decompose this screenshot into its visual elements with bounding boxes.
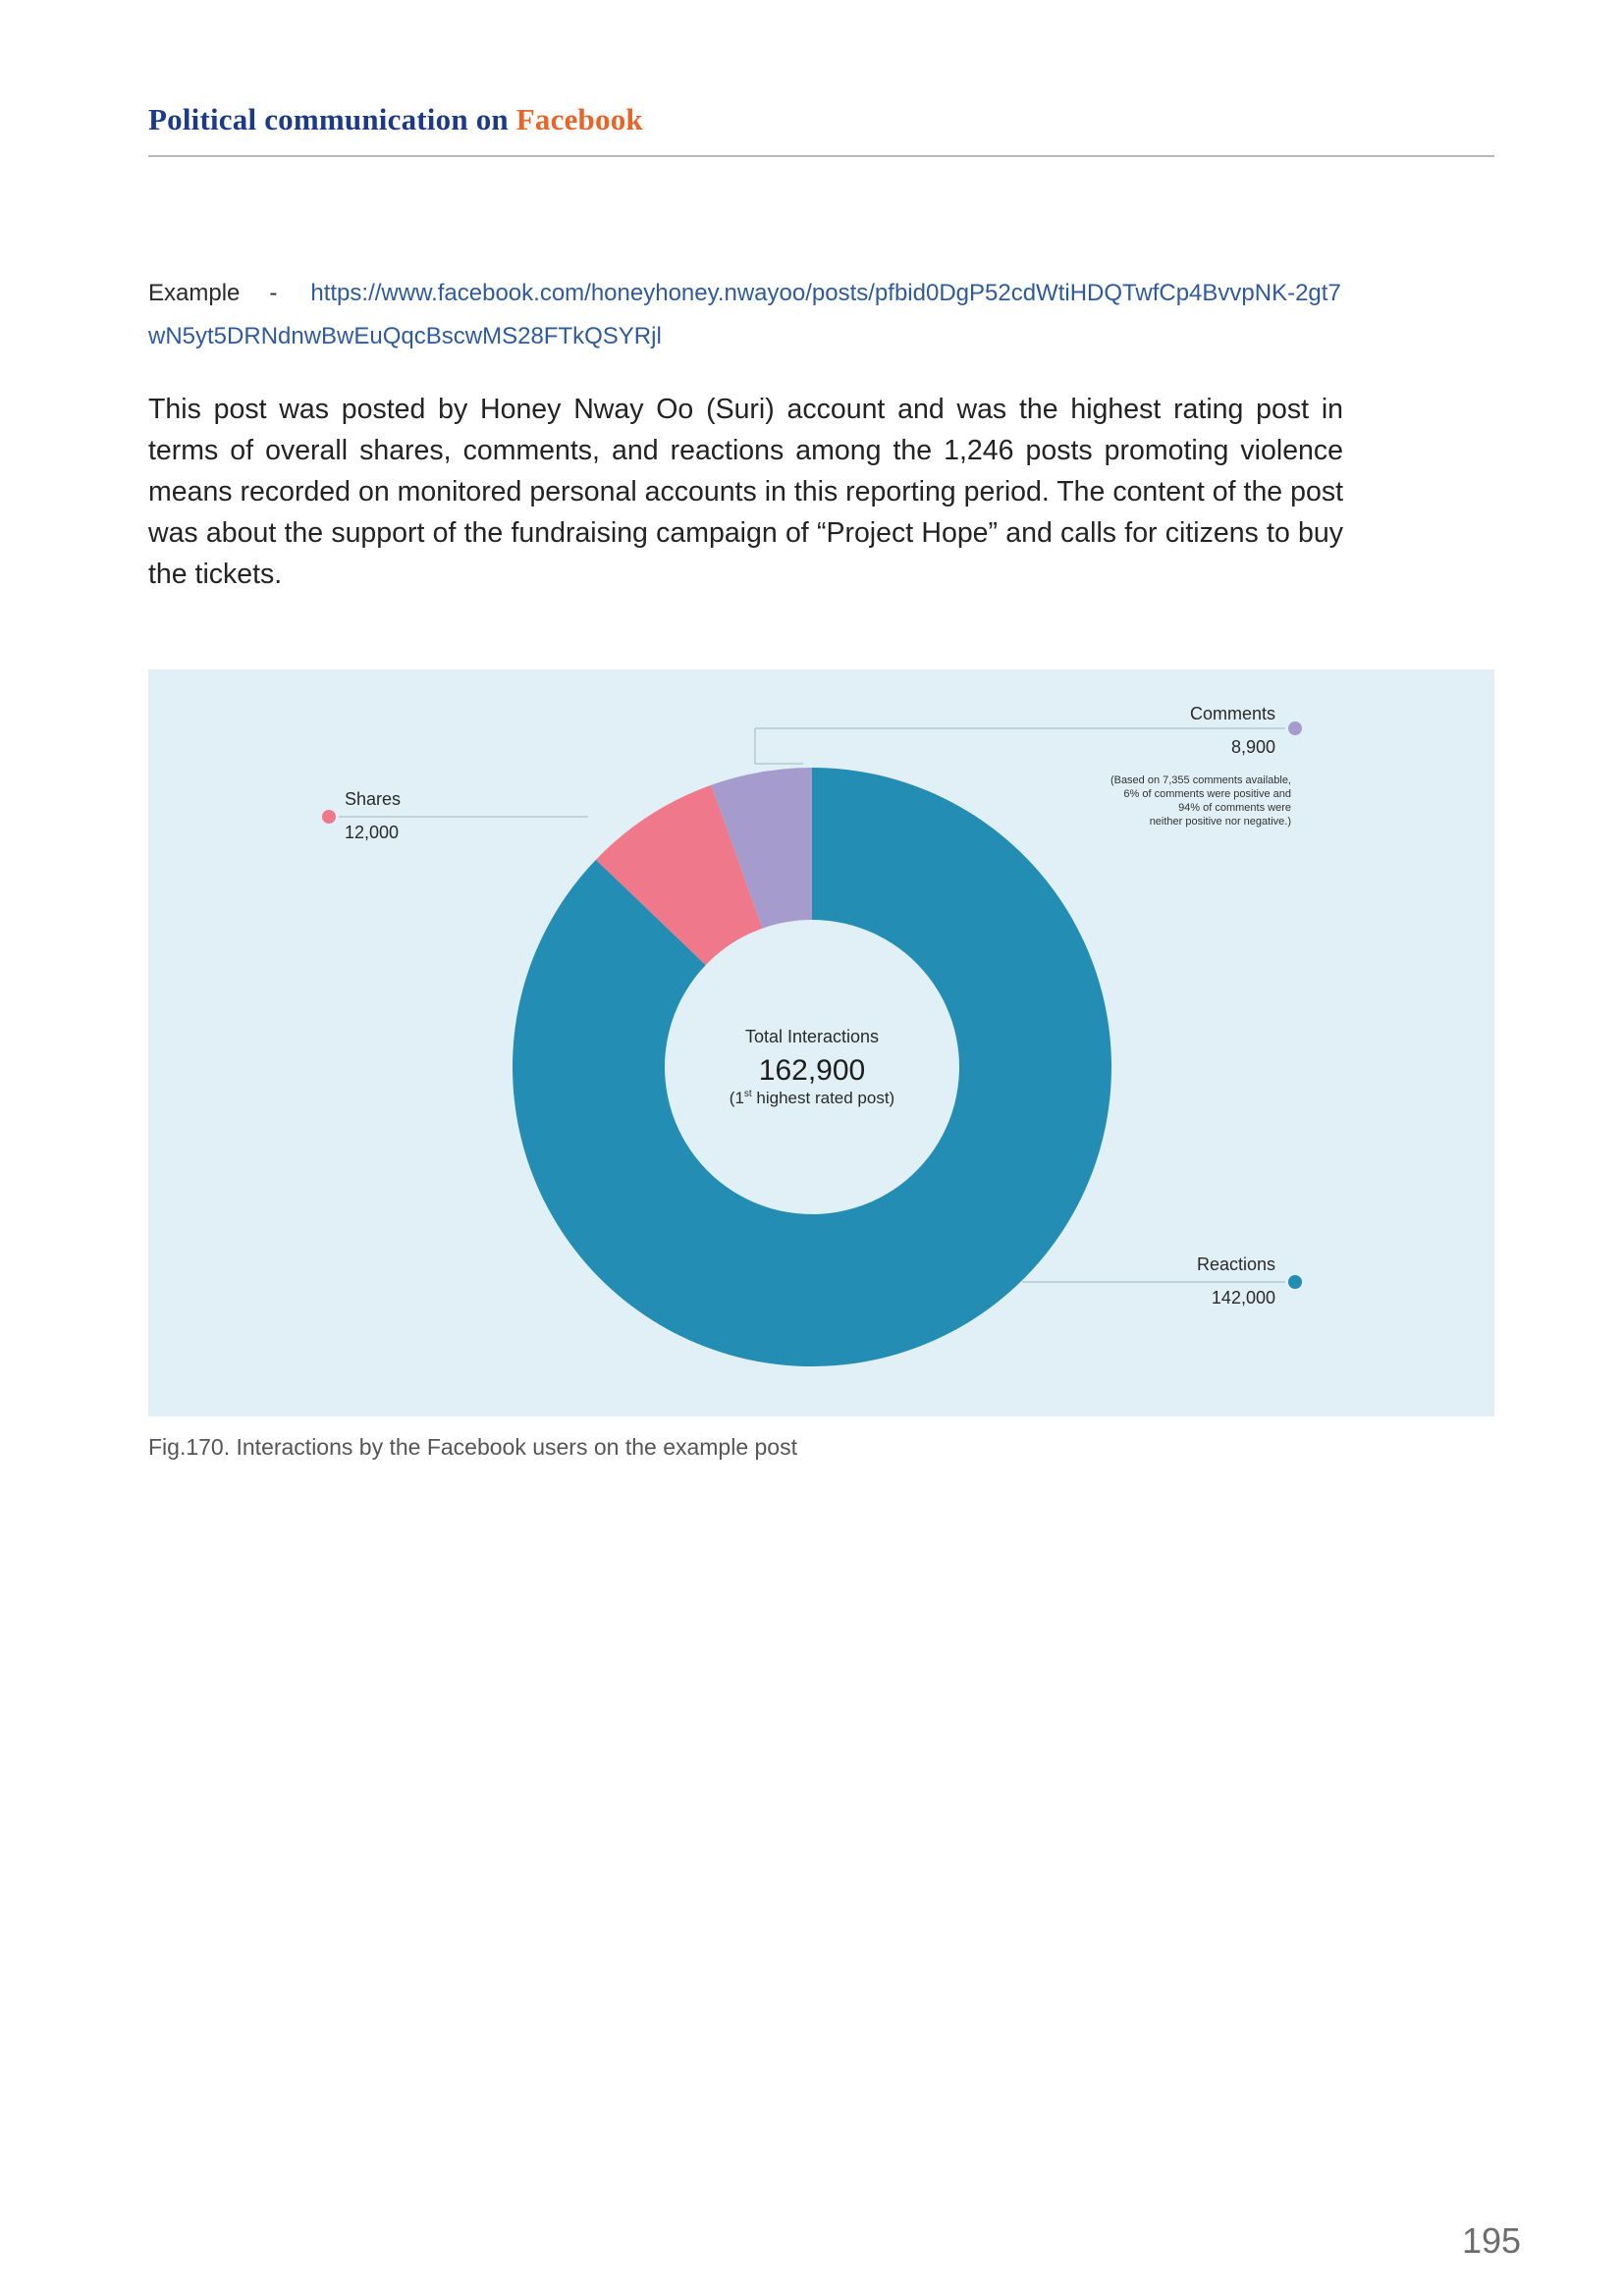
legend-dot-comments <box>1288 721 1302 735</box>
example-line <box>148 272 1346 358</box>
donut-chart <box>148 669 1494 1416</box>
legend-dot-reactions <box>1288 1275 1302 1289</box>
comments-note-line-1: (Based on 7,355 comments available, <box>1110 774 1291 786</box>
center-note-sup: st <box>743 1089 752 1099</box>
label-comments-value: 8,900 <box>1230 737 1275 757</box>
label-reactions-name: Reactions <box>1196 1255 1275 1274</box>
page-number: 195 <box>1462 2220 1522 2261</box>
center-note <box>730 1089 894 1107</box>
example-dash: - <box>269 280 278 306</box>
center-title: Total Interactions <box>744 1027 880 1046</box>
label-reactions-value: 142,000 <box>1211 1288 1275 1308</box>
center-note-suffix: highest rated post) <box>751 1089 895 1107</box>
center-value: 162,900 <box>758 1054 866 1087</box>
comments-note-line-3: 94% of comments were <box>1178 802 1291 814</box>
example-label: Example <box>148 280 241 306</box>
center-note-prefix: (1 <box>729 1089 744 1107</box>
header-title-part1: Political communication on <box>148 102 516 136</box>
header-divider <box>148 155 1494 157</box>
label-shares-name: Shares <box>345 789 402 809</box>
label-shares-value: 12,000 <box>345 823 400 842</box>
comments-note-line-2: 6% of comments were positive and <box>1123 788 1291 800</box>
label-comments-name: Comments <box>1189 704 1275 723</box>
header-title-part2: Facebook <box>515 102 643 136</box>
body-paragraph: This post was posted by Honey Nway Oo (Suri) account and was the highest rating post in terms of overall shares, comments, and reactions among the 1,246 posts promoting violence means recorded on monitored personal accounts in this reporting period. The content of the post was about the support of the fundraising campaign of “Project Hope” and calls for citizens to buy the tickets. <box>148 394 1343 590</box>
example-link[interactable]: https://www.facebook.com/honeyhoney.nwayoo/posts/pfbid0DgP52cdWtiHDQTwfCp4BvvpNK-2gt7wN5yt5DRNdnwBwEuQqcBscwMS28FTkQSYRjl <box>148 280 1341 349</box>
figure-caption: Fig.170. Interactions by the Facebook users on the example post <box>148 1434 797 1460</box>
header-title <box>148 102 643 137</box>
legend-dot-shares <box>322 810 336 824</box>
chart-panel <box>148 669 1494 1416</box>
comments-note-line-4: neither positive nor negative.) <box>1149 816 1291 828</box>
